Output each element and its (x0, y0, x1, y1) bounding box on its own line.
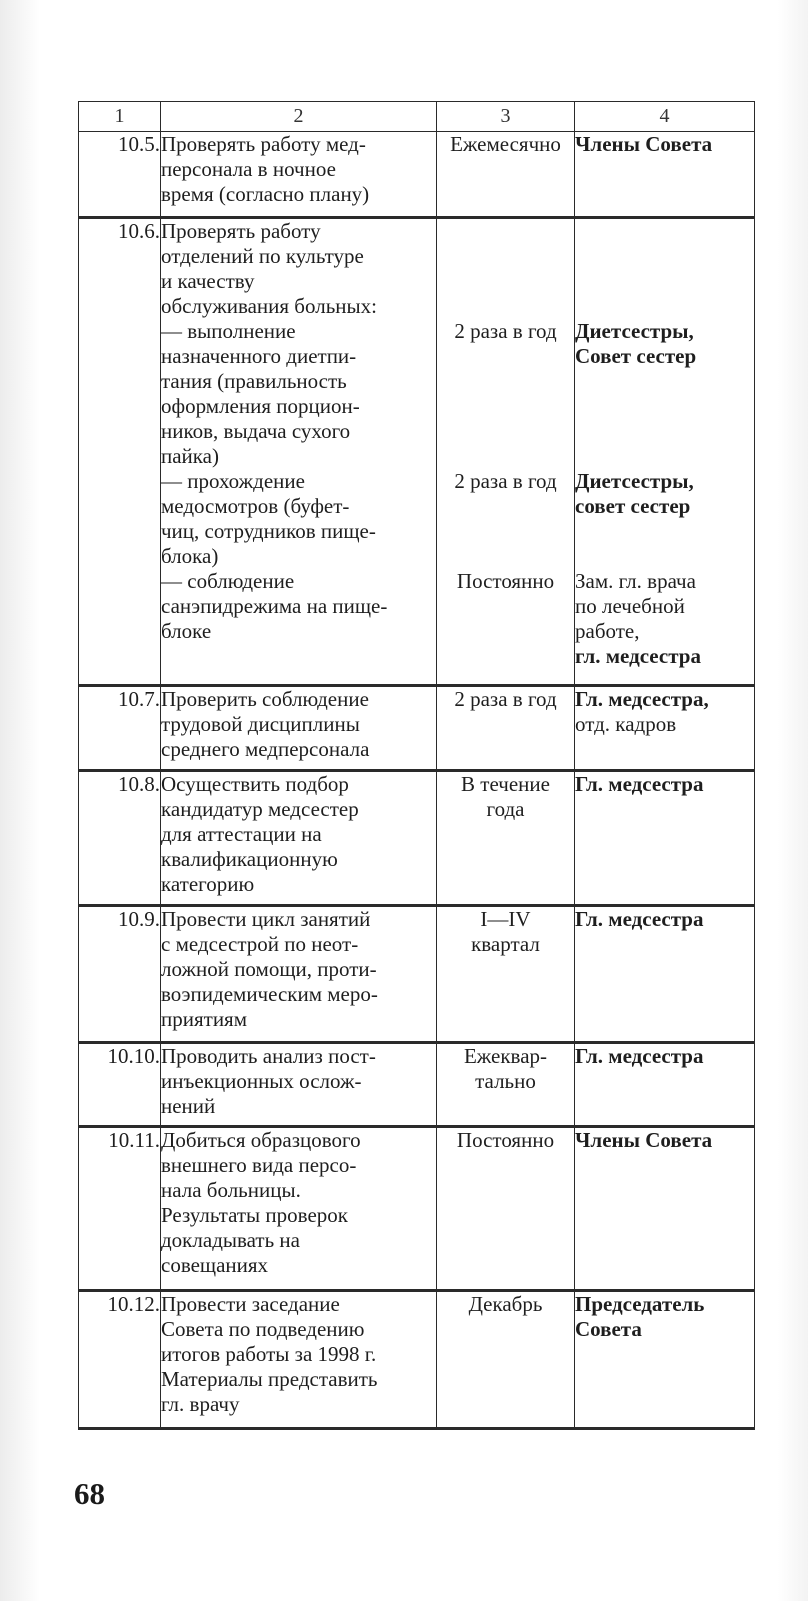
responsible-line: Диетсестры, (575, 469, 694, 493)
responsible-cell (575, 132, 755, 218)
period-line: Постоянно (456, 1128, 555, 1152)
task-line: Провести заседание (161, 1292, 340, 1316)
period-spacer (437, 219, 574, 319)
responsible-cell (575, 906, 755, 1043)
responsible-line: Диетсестры, (575, 319, 694, 343)
table-row (79, 1043, 755, 1127)
task-line: нала больницы. (161, 1178, 301, 1202)
item-number: 10.9. (79, 906, 161, 1043)
task-line: Осуществить подбор (161, 772, 349, 796)
subitem-task (161, 469, 436, 569)
responsible-line: отд. кадров (575, 712, 677, 736)
task-line: медосмотров (буфет- (161, 494, 350, 518)
responsible-line: Члены Совета (575, 1128, 713, 1152)
task-line: инъекционных ослож- (161, 1069, 362, 1093)
task-line: квалификационную (161, 847, 338, 871)
task-line: Проверять работу мед- (161, 132, 366, 156)
task-line: Провести цикл занятий (161, 907, 371, 931)
task-line: тания (правильность (161, 369, 347, 393)
table-row (79, 218, 755, 686)
task-line: нений (161, 1094, 216, 1118)
task-line: итогов работы за 1998 г. (161, 1342, 377, 1366)
task-cell (161, 771, 437, 906)
header-col-4: 4 (575, 102, 755, 132)
period-line: В течение (461, 772, 550, 796)
period-cell (437, 686, 575, 771)
subitem-task (161, 569, 436, 644)
task-line: с медсестрой по неот- (161, 932, 359, 956)
header-col-2: 2 (161, 102, 437, 132)
task-line: категорию (161, 872, 255, 896)
responsible-line: Совета (575, 1317, 642, 1341)
responsible-line: совет сестер (575, 494, 691, 518)
task-line: приятиям (161, 1007, 247, 1031)
responsible-spacer (575, 219, 754, 319)
header-col-3: 3 (437, 102, 575, 132)
item-number: 10.6. (79, 218, 161, 686)
task-cell (161, 1043, 437, 1127)
period-line: I—IV (480, 907, 531, 931)
item-number: 10.12. (79, 1291, 161, 1429)
table-row (79, 906, 755, 1043)
task-line: обслуживания больных: (161, 294, 377, 318)
task-line: чиц, сотрудников пище- (161, 519, 376, 543)
table-row (79, 132, 755, 218)
task-line: время (согласно плану) (161, 182, 370, 206)
responsible-cell (575, 218, 755, 686)
responsible-line: Гл. медсестра (575, 1044, 704, 1068)
period-cell (437, 1291, 575, 1429)
task-line: совещаниях (161, 1253, 269, 1277)
period-line: 2 раза в год (454, 469, 557, 493)
responsible-cell (575, 1127, 755, 1291)
period-line: 2 раза в год (454, 319, 557, 343)
task-line: и качеству (161, 269, 255, 293)
item-number: 10.7. (79, 686, 161, 771)
item-number: 10.5. (79, 132, 161, 218)
responsible-cell (575, 771, 755, 906)
task-line: назначенного диетпи- (161, 344, 357, 368)
task-line: пайка) (161, 444, 219, 468)
period-line: Декабрь (468, 1292, 543, 1316)
task-line: Совета по подведению (161, 1317, 365, 1341)
task-line: Проверять работу (161, 219, 321, 243)
responsible-cell (575, 1043, 755, 1127)
responsible-line: Председатель (575, 1292, 705, 1316)
period-cell (437, 771, 575, 906)
responsible-block (575, 319, 754, 469)
task-cell (161, 132, 437, 218)
table-row (79, 771, 755, 906)
task-line: кандидатур медсестер (161, 797, 359, 821)
plan-table (78, 101, 755, 1430)
responsible-line: Зам. гл. врача (575, 569, 696, 593)
task-line: для аттестации на (161, 822, 322, 846)
responsible-line: Гл. медсестра, (575, 687, 709, 711)
task-line: воэпидемическим меро- (161, 982, 378, 1006)
period-line: квартал (471, 932, 540, 956)
table-row (79, 1127, 755, 1291)
task-line: Добиться образцового (161, 1128, 361, 1152)
task-line: — соблюдение (161, 569, 295, 593)
period-line: года (486, 797, 525, 821)
period-cell (437, 906, 575, 1043)
task-line: гл. врачу (161, 1392, 240, 1416)
page-number: 68 (74, 1476, 105, 1511)
task-cell (161, 1127, 437, 1291)
task-line: Результаты проверок (161, 1203, 348, 1227)
task-line: внешнего вида персо- (161, 1153, 357, 1177)
period-cell (437, 1043, 575, 1127)
responsible-line: Члены Совета (575, 132, 713, 156)
responsible-line: Гл. медсестра (575, 907, 704, 931)
task-line: ложной помощи, проти- (161, 957, 377, 981)
period-cell (437, 1127, 575, 1291)
page-edge-shadow (0, 0, 40, 1601)
task-line: отделений по культуре (161, 244, 364, 268)
task-cell (161, 218, 437, 686)
period-line: Ежеквар- (463, 1044, 548, 1068)
task-line: Материалы представить (161, 1367, 378, 1391)
task-line: персонала в ночное (161, 157, 336, 181)
responsible-line: работе, (575, 619, 640, 643)
responsible-line: Совет сестер (575, 344, 697, 368)
responsible-line: Гл. медсестра (575, 772, 704, 796)
task-line: блоке (161, 619, 212, 643)
period-line: Постоянно (456, 569, 555, 593)
task-line: — выполнение (161, 319, 296, 343)
page-edge-shadow-right (778, 0, 808, 1601)
task-line: — прохождение (161, 469, 305, 493)
item-number: 10.11. (79, 1127, 161, 1291)
responsible-cell (575, 686, 755, 771)
task-line: ников, выдача сухого (161, 419, 351, 443)
task-cell (161, 906, 437, 1043)
header-row (79, 102, 755, 132)
subitem-task (161, 319, 436, 469)
responsible-block (575, 469, 754, 569)
period-cell (437, 132, 575, 218)
period-cell (437, 218, 575, 686)
item-number: 10.10. (79, 1043, 161, 1127)
period-line: тально (475, 1069, 536, 1093)
task-line: среднего медперсонала (161, 737, 370, 761)
table-row (79, 686, 755, 771)
period-line: 2 раза в год (454, 687, 557, 711)
task-line: Проводить анализ пост- (161, 1044, 376, 1068)
item-number: 10.8. (79, 771, 161, 906)
responsible-cell (575, 1291, 755, 1429)
task-line: докладывать на (161, 1228, 300, 1252)
task-line: Проверить соблюдение (161, 687, 369, 711)
task-line: блока) (161, 544, 219, 568)
header-col-1: 1 (79, 102, 161, 132)
task-line: санэпидрежима на пище- (161, 594, 388, 618)
task-line: трудовой дисциплины (161, 712, 360, 736)
task-cell (161, 1291, 437, 1429)
task-cell (161, 686, 437, 771)
responsible-line: гл. медсестра (575, 644, 701, 668)
responsible-block (575, 569, 754, 669)
table-row (79, 1291, 755, 1429)
task-line: оформления порцион- (161, 394, 360, 418)
period-line: Ежемесячно (450, 132, 561, 156)
responsible-line: по лечебной (575, 594, 685, 618)
